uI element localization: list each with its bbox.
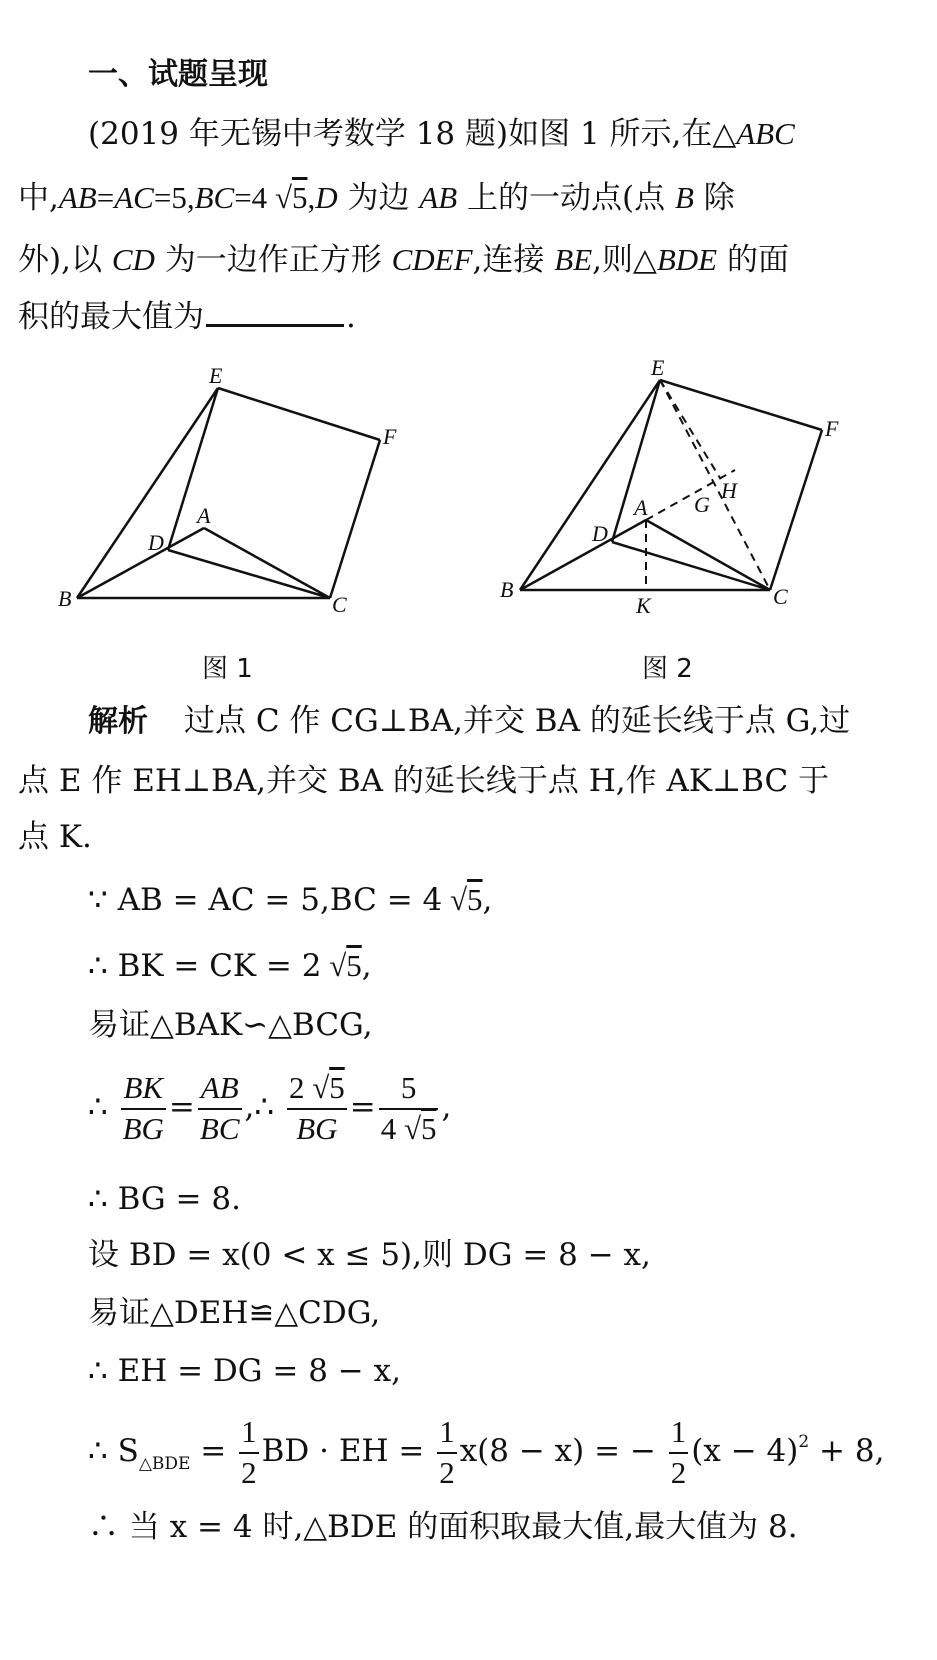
label-G: G: [694, 492, 710, 517]
math: B: [675, 180, 694, 215]
fraction: [198, 1072, 242, 1145]
math: =: [96, 180, 115, 215]
math: AC: [114, 180, 154, 215]
text: (x − 4): [691, 1433, 799, 1470]
math: D: [315, 180, 338, 215]
text: ,连接: [472, 242, 545, 278]
problem-line-1: [88, 118, 888, 150]
numerator: 1: [669, 1416, 689, 1454]
label-C: C: [332, 592, 347, 617]
text: ,: [361, 948, 372, 984]
step-1: [88, 884, 492, 916]
label-E: E: [209, 363, 223, 388]
label-D: D: [592, 521, 608, 546]
text: 为边: [347, 180, 410, 216]
segment-FC: [770, 430, 822, 590]
step-8: ∴ EH = DG = 8 − x,: [88, 1353, 401, 1389]
text: BD · EH =: [261, 1433, 425, 1470]
numerator: 1: [437, 1416, 457, 1454]
math: BE: [554, 242, 593, 277]
problem-line-3: [18, 244, 898, 276]
sqrt-radicand: 5: [420, 1110, 437, 1146]
label-B: B: [58, 586, 72, 611]
step-10: ∴ 当 x = 4 时,△BDE 的面积取最大值,最大值为 8.: [88, 1509, 798, 1545]
label-C: C: [773, 584, 788, 609]
math: CD: [111, 242, 155, 277]
text: .: [346, 299, 356, 335]
num-coef: 2: [288, 1070, 305, 1105]
step-9: [88, 1416, 884, 1489]
text: =: [200, 1433, 227, 1470]
label-D: D: [148, 530, 164, 555]
solution-line-3: 点 K.: [18, 819, 92, 855]
math: ,: [307, 180, 316, 215]
sqrt-sign: √: [442, 882, 468, 917]
subscript: △BDE: [138, 1454, 191, 1475]
text: =: [349, 1089, 376, 1126]
math: =4: [234, 180, 268, 215]
numerator: 5: [379, 1072, 439, 1110]
step-4: [88, 1072, 451, 1145]
math: AB: [58, 180, 97, 215]
text: =: [168, 1089, 195, 1126]
segment-DC: [612, 542, 770, 590]
figure-2: [490, 350, 850, 630]
step-3: 易证△BAK∽△BCG,: [88, 1007, 373, 1043]
denominator: 2: [670, 1454, 687, 1490]
solution-heading: 解析: [88, 704, 148, 739]
superscript: 2: [798, 1432, 810, 1453]
text: ,∴: [244, 1089, 275, 1126]
denominator: 2: [241, 1454, 257, 1490]
segment-DE: [168, 388, 218, 550]
numerator: BK: [121, 1072, 166, 1110]
fraction: [239, 1416, 259, 1489]
numerator: 1: [239, 1416, 259, 1454]
segment-DC: [168, 550, 330, 598]
step-5: ∴ BG = 8.: [88, 1181, 241, 1217]
math: =5,: [153, 180, 195, 215]
denominator: 2: [439, 1454, 455, 1490]
text: 外),以: [18, 242, 102, 278]
answer-blank: [206, 300, 344, 327]
sqrt-radicand: 5: [346, 948, 362, 983]
math: AB: [419, 180, 458, 215]
text: ∴ BK = CK = 2: [88, 948, 322, 984]
denominator: BC: [199, 1110, 240, 1146]
text: 积的最大值为: [18, 299, 204, 335]
math: CDEF: [391, 242, 473, 277]
text: 的面: [726, 242, 789, 278]
label-K: K: [636, 593, 651, 618]
sqrt-radicand: 5: [329, 1070, 345, 1105]
fraction: [379, 1072, 439, 1145]
segment-EF: [218, 388, 380, 440]
text: 中,: [18, 180, 59, 216]
segment-BA: [77, 528, 204, 598]
label-A: A: [634, 495, 648, 520]
sqrt-radicand: 5: [467, 882, 483, 917]
sqrt-sign: √: [321, 948, 347, 983]
fraction: [669, 1416, 689, 1489]
fraction: [121, 1072, 166, 1145]
denominator: 4 √5: [380, 1110, 437, 1146]
text: ,: [482, 882, 493, 918]
label-B: B: [500, 577, 514, 602]
text: 过点 C 作 CG⊥BA,并交 BA 的延长线于点 G,过: [184, 703, 851, 739]
label-E: E: [651, 355, 665, 380]
triangle-name: ABC: [736, 116, 795, 151]
text: 上的一动点(点: [467, 180, 666, 216]
problem-line-2: [18, 182, 898, 214]
text: 为一边作正方形: [164, 242, 382, 278]
figure-1: [50, 355, 410, 630]
solution-line-2: 点 E 作 EH⊥BA,并交 BA 的延长线于点 H,作 AK⊥BC 于: [18, 763, 830, 799]
step-2: [88, 950, 372, 982]
numerator: 2 √5: [287, 1072, 347, 1110]
segment-BE: [77, 388, 218, 598]
text: x(8 − x) = −: [459, 1433, 656, 1470]
text: ,则△: [592, 242, 657, 278]
text: + 8,: [819, 1433, 885, 1470]
text: ,: [441, 1089, 452, 1126]
figure-2-caption: 图 2: [642, 654, 693, 684]
denominator: BG: [296, 1110, 338, 1146]
fraction: [437, 1416, 457, 1489]
math: BC: [194, 180, 235, 215]
segment-FC: [330, 440, 380, 598]
denominator: BG: [122, 1110, 164, 1146]
math: BDE: [656, 242, 718, 277]
step-6: 设 BD = x(0 < x ≤ 5),则 DG = 8 − x,: [88, 1237, 651, 1273]
segment-BE: [520, 380, 660, 590]
section-title: 一、试题呈现: [88, 57, 268, 92]
segment-AC: [204, 528, 330, 598]
segment-EF: [660, 380, 822, 430]
text: ∵ AB = AC = 5,BC = 4: [88, 882, 443, 918]
fraction: [287, 1072, 347, 1145]
label-H: H: [721, 478, 737, 503]
sqrt-sign: √: [267, 180, 292, 215]
numerator: AB: [198, 1072, 242, 1110]
den-coef: 4: [380, 1110, 397, 1146]
solution-line-1: [88, 703, 851, 739]
label-F: F: [383, 424, 397, 449]
text: 除: [703, 180, 735, 216]
label-A: A: [197, 503, 211, 528]
step-7: 易证△DEH≌△CDG,: [88, 1295, 381, 1331]
text: ∴: [88, 1089, 108, 1126]
segment-BA: [520, 520, 646, 590]
problem-line-4: [18, 300, 356, 333]
text: ∴ S: [88, 1433, 139, 1470]
problem-text: (2019 年无锡中考数学 18 题)如图 1 所示,在△: [88, 116, 737, 152]
sqrt-radicand: 5: [291, 180, 308, 215]
label-F: F: [825, 416, 839, 441]
figure-1-caption: 图 1: [202, 654, 253, 684]
